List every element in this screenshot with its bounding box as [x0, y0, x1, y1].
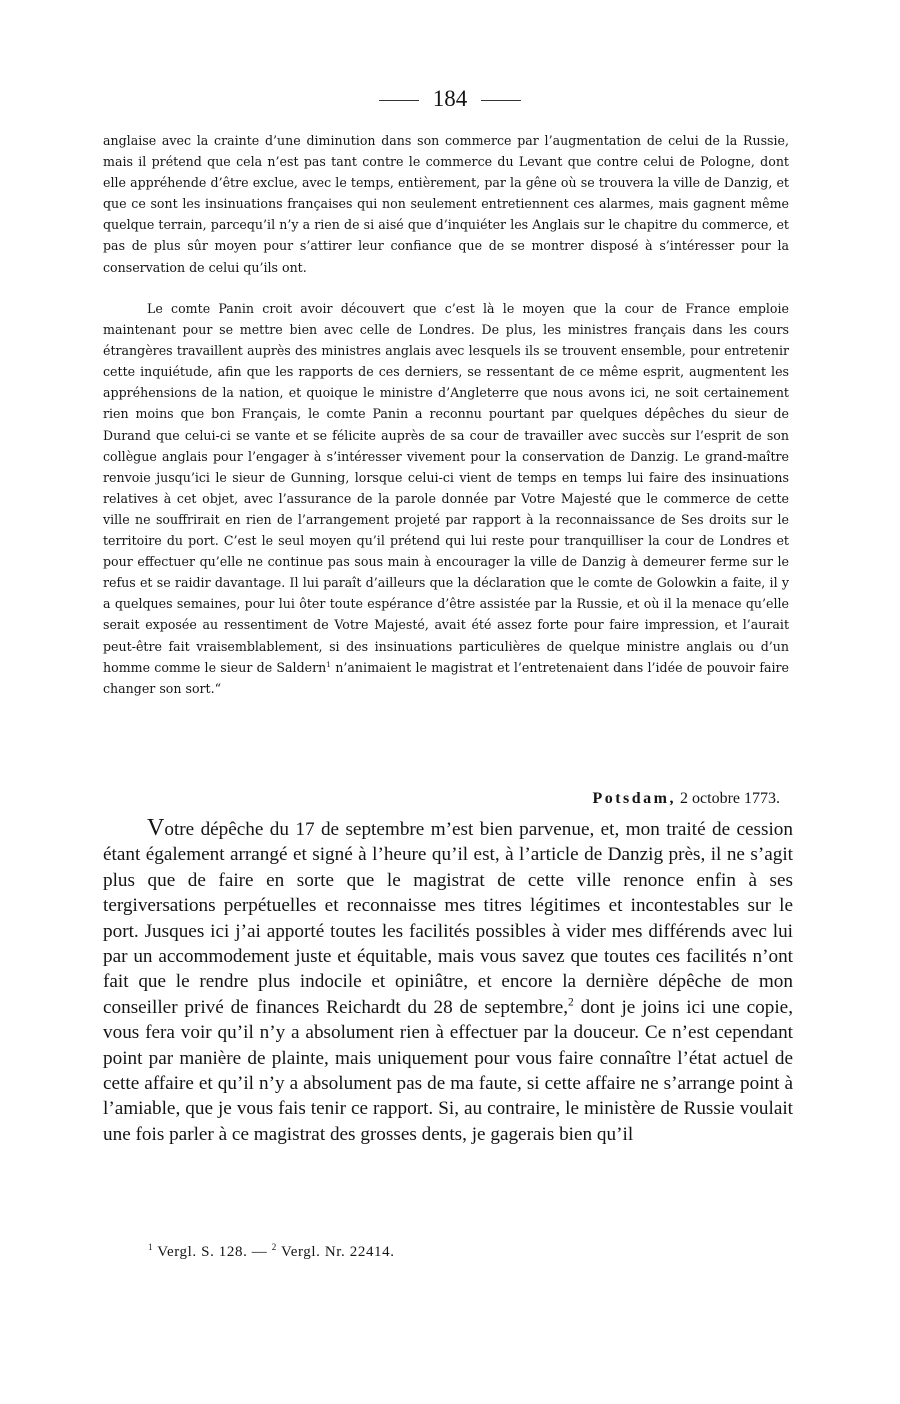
letter-dateline [592, 788, 780, 810]
letter-body-text: otre dépêche du 17 de septembre m’est bien parvenue, et, mon traité de cession étant également arrangé et signé à l’heure qu’il est, à l’article de Danzig près, il ne s’agit plus que de faire en sorte que le magistrat de cette ville renonce enfin à ses tergiversations perpétuelles et reconnaisse mes titres légitimes et incontestables sur le port. Jusques ici j’ai apporté toutes les facilités possibles à vider mes différends avec lui par un accommodement juste et équitable, mais vous savez que toutes ces facilités n’ont fait que le rendre plus indocile et opiniâtre, et encore la dernière dépêche de mon conseiller privé de finances Reichardt du 28 de septembre, [103, 819, 793, 1018]
quote-paragraph-1: anglaise avec la crainte d’une diminution dans son commerce par l’augmentation de celui de la Russie, mais il prétend que cela n’est pas tant contre le commerce du Levant que contre celui de Pologne, dont elle appréhende d’être exclue, avec le temps, entièrement, par la gêne où se trouvera la ville de Danzig, et que ce sont les insinuations françaises qui non seulement entretiennent ces alarmes, mais gagnent même quelque terrain, parcequ’il n’y a rien de si aisé que d’inquiéter les Anglais sur le chapitre du commerce, et pas de plus sûr moyen pour s’attirer leur confiance que de se montrer disposé à s’intéresser pour la conservation de celui qu’ils ont. [103, 133, 789, 275]
quoted-report-block-continued [103, 298, 789, 699]
letter-body [103, 816, 793, 1147]
letter-body-text-end: dont je joins ici une copie, vous fera voir qu’il n’y a absolument rien à effectuer par la douceur. Ce n’est cependant point par manière de plainte, mais uniquement pour vous faire connaître l’état actuel de cette affaire et qu’il n’y a absolument pas de ma faute, si cette affaire ne s’arrange point à l’amiable, que je vous fais tenir ce rapport. Si, au contraire, le ministère de Russie voulait une fois parler à ce magistrat des grosses dents, je gagerais bien qu’il [103, 996, 793, 1145]
dateline-place: Potsdam, [592, 790, 677, 807]
footnote-mark-2: 2 [271, 1242, 277, 1252]
footnotes [148, 1242, 395, 1262]
page-number: 184 [432, 86, 468, 111]
page-header [0, 85, 900, 113]
footnote-text-2: Vergl. Nr. 22414. [280, 1244, 395, 1260]
footnote-reference-2: 2 [568, 996, 574, 1009]
footnote-text-1: Vergl. S. 128. — [157, 1244, 268, 1260]
quote-paragraph-2-text: Le comte Panin croit avoir découvert que c’est là le moyen que la cour de France emploie maintenant pour se mettre bien avec celle de Londres. De plus, les ministres français dans les cours étrangères travaillent auprès des ministres anglais avec lesquels ils se trouvent ensemble, pour entretenir cette inquiétude, afin que les rapports de ces derniers, se ressentant de ce même esprit, augmentent les appréhensions de la nation, et quoique le ministre d’Angleterre que nous avons ici, ne soit certainement rien moins que bon Français, le comte Panin a reconnu pourtant par quelques dépêches du sieur de Durand que celui-ci se vante et se félicite auprès de sa cour de travailler avec succès sur l’esprit de son collègue anglais pour l’engager à s’intéresser vivement pour la conservation de Danzig. Le grand-maître renvoie jusqu’ici le sieur de Gunning, lorsque celui-ci vient de temps en temps lui faire des insinuations relatives à cet objet, avec l’assurance de la parole donnée par Votre Majesté que le commerce de cette ville ne souffrirait en rien de l’arrangement projeté par rapport à la reconnaissance de Ses droits sur le territoire du port. C’est le seul moyen qu’il prétend qui lui reste pour tranquilliser la cour de Londres et pour effectuer qu’elle ne continue pas sous main à encourager la ville de Danzig à demeurer ferme sur le refus et se raidir davantage. Il lui paraît d’ailleurs que la déclaration que le comte de Golowkin a faite, il y a quelques semaines, pour lui ôter toute espérance d’être assistée par la Russie, et où il la menace qu’elle serait exposée au ressentiment de Votre Majesté, avait été assez forte pour faire impression, et l’aurait peut-être fait vraisemblablement, si des insinuations particulières de quelque ministre anglais ou d’un homme comme le sieur de Saldern [103, 301, 789, 675]
footnote-mark-1: 1 [148, 1242, 154, 1252]
quoted-report-block [103, 130, 789, 278]
dateline-date: 2 octobre 1773. [680, 790, 780, 807]
quote-paragraph-2 [103, 298, 789, 699]
quote-paragraph-2-text-end: n’animaient le magistrat et l’entretenaient dans l’idée de pouvoir faire changer son sort.“ [103, 659, 790, 696]
footnote-reference-1: 1 [326, 659, 332, 669]
header-rule-right [481, 100, 521, 101]
header-rule-left [379, 100, 419, 101]
letter-initial: V [147, 815, 165, 841]
